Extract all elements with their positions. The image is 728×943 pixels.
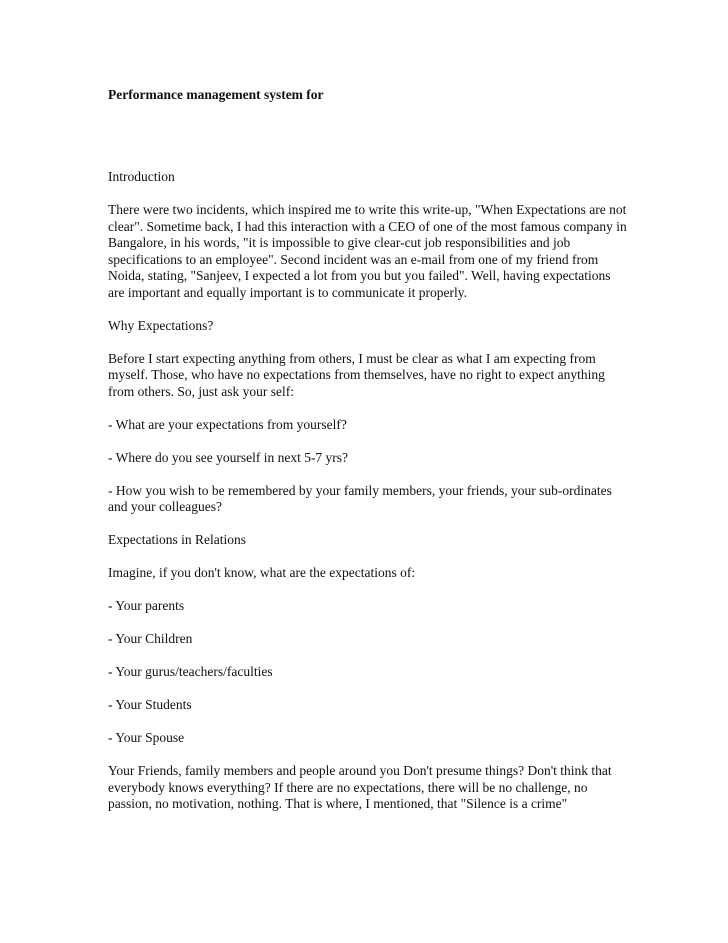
question-item-2: - Where do you see yourself in next 5-7 yrs?: [108, 449, 349, 465]
relation-item-children: - Your Children: [108, 631, 193, 646]
document-title: Performance management system for: [108, 87, 324, 102]
document-body: [108, 169, 628, 829]
section-heading-expectations-in-relations: Expectations in Relations: [108, 532, 246, 547]
relation-item-parents: - Your parents: [108, 598, 185, 613]
paragraph-closing: Your Friends, family members and people around you Don't presume things? Don't think that everybody knows everything? If there are no expectations, there will be no challenge, no passion, no motivation, nothing. That is where, I mentioned, that "Silence is a crime": [108, 763, 612, 811]
paragraph-introduction: There were two incidents, which inspired me to write this write-up, "When Expectations are not clear". Sometime back, I had this interaction with a CEO of one of the most famous company in Bangalore, in his words, "it is impossible to give clear-cut job responsibilities and job specifications to an employee". Second incident was an e-mail from one of my friend from Noida, stating, "Sanjeev, I expected a lot from you but you failed". Well, having expectations are important and equally important is to communicate it properly.: [108, 202, 627, 300]
paragraph-why-expectations: Before I start expecting anything from others, I must be clear as what I am expecting from myself. Those, who have no expectations from themselves, have no right to expect anything from others. So, just ask your self:: [108, 350, 605, 399]
question-item-1: - What are your expectations from yourself?: [108, 416, 347, 432]
question-item-3: - How you wish to be remembered by your family members, your friends, your sub-ordinates and your colleagues?: [108, 482, 612, 514]
paragraph-relations-intro: Imagine, if you don't know, what are the expectations of:: [108, 565, 416, 580]
relation-item-spouse: - Your Spouse: [108, 730, 185, 745]
section-heading-introduction: Introduction: [108, 169, 175, 184]
section-heading-why-expectations: Why Expectations?: [108, 317, 214, 333]
relation-item-students: - Your Students: [108, 697, 192, 712]
relation-item-teachers: - Your gurus/teachers/faculties: [108, 664, 273, 679]
